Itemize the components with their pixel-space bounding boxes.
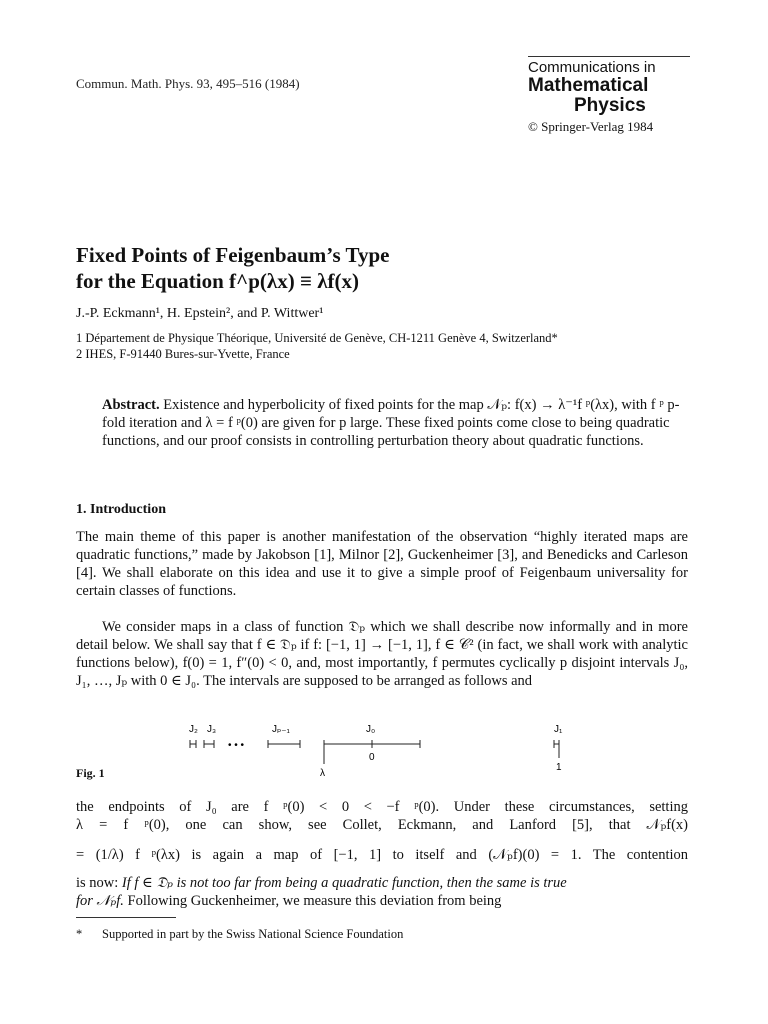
interval-j3 xyxy=(204,740,214,748)
abstract-text: Existence and hyperbolicity of fixed points for the map 𝒩ₚ: f(x) → λ⁻¹f ᵖ(λx), with f ᵖ p-fold iteration and λ = f ᵖ(0) are given for p large. These fixed points come close to being quadratic functions, and our proof consists in controlling perturbation theory about quadratic functions. xyxy=(102,397,680,449)
copyright: © Springer-Verlag 1984 xyxy=(528,119,654,134)
footnote-star: * xyxy=(76,927,83,941)
affiliation-1: 1 Département de Physique Théorique, Université de Genève, CH-1211 Genève 4, Switzerland* xyxy=(76,331,558,345)
footnote-text: Supported in part by the Swiss National Science Foundation xyxy=(102,927,404,941)
footnote xyxy=(76,927,403,942)
footnote-rule xyxy=(76,917,176,918)
section-heading: 1. Introduction xyxy=(76,502,166,517)
label-one: 1 xyxy=(556,762,562,773)
interval-j1 xyxy=(554,740,559,758)
journal-name-line1: Communications in xyxy=(528,59,656,76)
label-jp1: Jₚ₋₁ xyxy=(272,724,290,735)
line5-italic: for 𝒩ₚf. xyxy=(76,893,124,909)
journal-name-line3: Physics xyxy=(574,95,646,116)
line4-lead: is now: xyxy=(76,875,122,891)
interval-diagram xyxy=(176,720,596,784)
label-j3: J₃ xyxy=(207,724,217,735)
intro-paragraph-1: The main theme of this paper is another manifestation of the observation “highly iterated maps are quadratic functions,” made by Jakobson [1], Milnor [2], Guckenheimer [3], and Benedicks and Carleson [4]. We shall elaborate on this idea and use it to give a simple proof of Feigenbaum universality for certain classes of functions. xyxy=(76,529,688,599)
label-zero: 0 xyxy=(369,752,375,763)
journal-masthead xyxy=(528,56,690,135)
line5-rest: Following Guckenheimer, we measure this deviation from being xyxy=(123,893,502,909)
after-figure-line2: λ = f ᵖ(0), one can show, see Collet, Eckmann, and Lanford [5], that 𝒩ₚf(x) xyxy=(76,817,688,833)
affiliation-2: 2 IHES, F-91440 Bures-sur-Yvette, France xyxy=(76,347,290,361)
after-figure-line1: the endpoints of J₀ are f ᵖ(0) < 0 < −f ᵖ(0). Under these circumstances, setting xyxy=(76,799,688,815)
title-line2: for the Equation f^p(λx) ≡ λf(x) xyxy=(76,269,359,293)
masthead-rule xyxy=(528,56,690,57)
ellipsis: • • • xyxy=(228,740,245,751)
interval-jp1 xyxy=(268,740,300,748)
paper-title xyxy=(76,242,389,294)
interval-j2 xyxy=(190,740,196,748)
figure-label: Fig. 1 xyxy=(76,766,105,780)
abstract-label: Abstract. xyxy=(102,397,160,413)
after-figure-line4 xyxy=(76,874,688,892)
label-j1: J₁ xyxy=(554,724,563,735)
citation: Commun. Math. Phys. 93, 495–516 (1984) xyxy=(76,76,300,91)
authors: J.-P. Eckmann¹, H. Epstein², and P. Wittwer¹ xyxy=(76,306,324,321)
line4-italic: If f ∈ 𝔇ₚ is not too far from being a quadratic function, then the same is true xyxy=(121,875,567,891)
journal-name-line2: Mathematical xyxy=(528,75,649,96)
label-j0: J₀ xyxy=(366,724,376,735)
abstract xyxy=(102,396,688,450)
after-figure-line5 xyxy=(76,892,688,910)
label-lambda: λ xyxy=(320,768,325,779)
label-j2: J₂ xyxy=(189,724,198,735)
title-line1: Fixed Points of Feigenbaum’s Type xyxy=(76,243,390,267)
after-figure-line3: = (1/λ) f ᵖ(λx) is again a map of [−1, 1] to itself and (𝒩ₚf)(0) = 1. The contention xyxy=(76,847,688,863)
intro-paragraph-2: We consider maps in a class of function 𝔇ₚ which we shall describe now informally and in more detail below. We shall say that f ∈ 𝔇ₚ if f: [−1, 1] → [−1, 1], f ∈ 𝒞² (in fact, we shall work with analytic functions below), f(0) = 1, f″(0) < 0, and, most importantly, f permutes cyclically p disjoint intervals J₀, J₁, …, Jₚ with 0 ∈ J₀. The intervals are supposed to be arranged as follows and xyxy=(76,619,688,689)
